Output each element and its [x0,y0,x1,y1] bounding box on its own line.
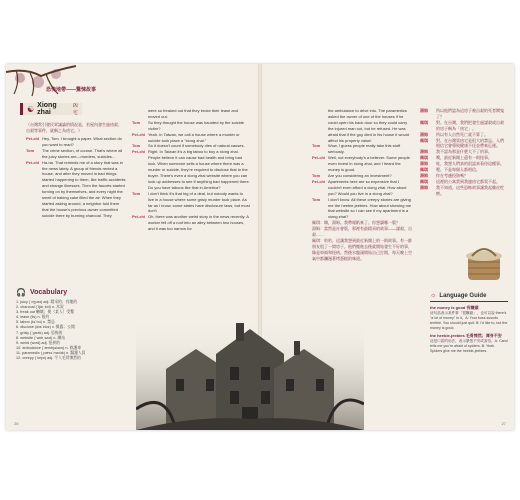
intro-note: （台灣常引發民眾議論的情況是，若屋內發生過凶殺、自殺等事件，就稱之為凶宅。） [26,122,122,133]
speaker-label: Pei-chi [26,159,40,165]
dialogue-text: Well, not everybody's a believer. Some people even invest in xiong zhai, and I heard the money is good. [328,155,410,173]
dialogue-text: So they thought the house was haunted by the suicide victim? [148,119,245,131]
dialogue-text: 所以他們認為這房子被自殺的死者鬧鬼了？ [436,108,504,119]
vocabulary-list [16,300,126,361]
dialogue-line [132,132,250,144]
vocabulary-item: 10. ambulance (`æmbjələns) n. 救護車 [16,345,81,350]
dialogue-text: 我不知道。這些恐怖故事讓我起雞皮疙瘩。 [436,184,504,196]
speaker-label [132,108,148,120]
dialogue-column-3 [312,108,412,262]
page-number-left: 26 [14,421,19,426]
dialogue-text: 所以有人自然死亡就不算了。 [436,131,488,137]
magazine-spread [6,64,514,430]
dialogue-line [132,120,250,132]
speaker-label: Tom [132,119,141,125]
speaker-label: 湯姆 [420,161,428,167]
dialogue-text: I don't know. All these creepy stories are giving me the heebie-jeebies. How about showing me that website so I can see if my apartment is a xiong zhai? [328,196,412,220]
dialogue-line [312,108,412,143]
vocabulary-item: 9. weird (wɪrd) adj. 怪異的 [16,340,60,345]
article-title [20,103,82,115]
speaker-label: 湯姆 [420,184,428,190]
dialogue-line [420,185,506,197]
speaker-label: 湯姆 [420,108,428,113]
language-guide [430,292,508,420]
dialogue-line [312,143,412,155]
translation-line: 佩琪：嗨，湯姆。我帶報紙來了。你想讀哪一版？ [312,220,400,226]
dialogue-line [420,108,506,120]
dialogue-line [26,160,126,219]
dialogue-text: Are you considering an investment? [328,172,392,178]
dialogue-line [312,155,412,173]
dialogue-text: 對。在台灣買凶宅是很大的禁忌。人們相信它會導致健康不佳並帶來厄運。 [436,137,504,149]
translation-column [420,108,506,197]
speaker-label: 湯姆 [420,149,428,155]
dialogue-text: Oh, there was another weird story in the news recently. A worker fell off a roof into an alley between two houses, and it was too narrow for [148,214,249,232]
speaker-label: Tom [26,147,35,153]
guide-body-2: 這是口語的用法，表示緊張不安或害怕。A: Carol tells me you're afraid of spiders. B: Yeah. Spiders give me the heebie-jeebies. [430,339,508,353]
dialogue-line [420,120,506,132]
title-text: Xiong zhai [37,102,57,116]
vocabulary-item: 1. juicy (`dʒusɪ) adj. 精采的；有趣的 [16,300,78,304]
speaker-label: Pei-chi [132,131,146,137]
dialogue-text: 哇，我想人們真的很認真看待這種事。 [436,161,504,167]
dialogue-text: Apartments here are so expensive that I couldn't even afford a xiong zhai. How about you? Would you live in a xiong zhai? [328,178,407,196]
speaker-label: 佩琪 [420,178,428,184]
section-header: 恐怖地帶——驚悚故事 [46,87,97,93]
dialogue-line [132,214,250,232]
haunted-mansion-illustration [136,319,364,430]
dialogue-text: 我不認為那是什麼大不了的事。 [436,149,492,155]
speaker-label [312,108,328,143]
vocabulary-item: 3. freak out 嚇壞；使（某人）受驚 [16,310,75,315]
speaker-label: Tom [312,172,321,178]
speaker-label: 佩琪 [420,119,428,125]
vocabulary-box [16,288,126,420]
guide-heading-1: the money is good 有賺頭 [430,305,479,310]
translation-line: 湯姆：當然是社會版，那裡有最精采的故事——謀殺、自殺…… [312,226,412,238]
title-zh: 凶宅 [72,103,78,116]
vocabulary-title: Vocabulary [29,289,68,296]
vocabulary-item: 12. creepy (`kripɪ) adj. 令人毛骨悚然的 [16,356,81,361]
speaker-label: 佩琪 [420,167,428,173]
dialogue-line [312,179,412,197]
speaker-label: Pei-chi [26,136,40,141]
dialogue-text: Right. In Taiwan it's a big taboo to buy a xiong zhai. People believe it can cause bad health and bring bad luck. When someone sells a house where there was a murder or suicide, they're required to disclose that to the buyer. There's even a xiong zhai website where you can look up addresses to see if anything bad happened there. Do you have taboos like that in America? [148,149,250,190]
dialogue-text: Hey, Tom. I brought a paper. What section do you want to read? [42,136,122,147]
speaker-label: Tom [132,143,141,149]
vocabulary-item: 7. grisly (`grɪzlɪ) adj. 恐怖的 [16,330,63,335]
speaker-label: 湯姆 [420,131,428,137]
dialogue-text: 這裡的公寓貴到我連凶宅都買不起。 [436,178,500,184]
headphones-icon: 🎧 [16,288,26,297]
dialogue-text: The crime section, of course. That's where all the juicy stories are—murders, suicides… [42,147,123,159]
translation-line: 佩琪：哈哈，這讓我想到最近新聞上的一則故事。有一群朋友租了一間房子，他們搬進去後就開始發生不好的事，像是車禍和怪病。然後水龍頭開始自己打開，每天晚上空氣中都瀰漫著烤蛋糕的味道。 [312,237,412,261]
dialogue-line [132,108,250,120]
speaker-label: Pei-chi [132,149,146,155]
dialogue-text: the ambulance to drive into. The paramedics asked the owner of one of the houses if he could open his back door so they could carry the injured man out, but he refused. He was afraid that if the guy died in his house it would affect his property value! [328,108,409,143]
vocabulary-item: 2. charcoal (`tʃɑr͵kol) n. 木炭 [16,305,64,310]
dialogue-text: 對。在台灣，我們把發生過謀殺或自殺的房子稱為「凶宅」。 [436,119,504,131]
guide-title: Language Guide [439,292,487,299]
speaker-label: Pei-chi [312,155,326,161]
vocabulary-item: 8. website (`wɛb͵saɪt) n. 網站 [16,335,66,340]
vocabulary-item: 6. disclose (dɪs`kloz) v. 揭露；公開 [16,325,75,330]
speaker-label: 佩琪 [420,155,428,161]
dialogue-line [420,138,506,150]
dialogue-line [132,149,250,190]
dialogue-text: So it doesn't count if somebody dies of natural causes. [148,143,245,149]
dialogue-line [26,148,126,160]
vocabulary-item: 11. paramedic (͵pærə`mɛdɪk) n. 醫護人員 [16,350,86,355]
globe-icon: ☼ [430,292,437,299]
dialogue-text: I don't think it's that big of a deal, but nobody wants to live in a house where some grisly murder took place. As far as I know, some states have disclosure laws, but most don't. [148,190,250,214]
dialogue-text: 嗯，不是每個人都相信。 [436,167,480,173]
page-number-right: 27 [501,421,506,426]
dialogue-line [132,191,250,215]
speaker-label: 湯姆 [420,172,428,178]
speaker-label: Tom [132,190,141,196]
vocabulary-item: 5. taboo (tə`bu) n. 禁忌 [16,320,55,325]
dialogue-text: Ha-ha. That reminds me of a story that was in the news lately. A group of friends rented a house, and after they moved in bad things started happening to them, like traffic accidents and strange illnesses. Then the faucets started turning on by themselves, and every night the smell of baking cake filled the air. When they started asking around, a neighbor told them that the house's previous owner committed suicide there by burning charcoal. They [42,159,126,218]
dialogue-text: Wow, I guess people really take this stuff seriously. [328,143,401,155]
guide-heading-2: the heebie-jeebies 毛骨悚然；渾身不安 [430,333,502,338]
speaker-label: Pei-chi [312,178,326,184]
speaker-label: Tom [312,196,321,202]
basket-illustration [462,244,506,284]
dialogue-text: Yeah. In Taiwan, we call a house where a murder or suicide took place a "xiong zhai." [148,131,240,143]
dialogue-text: were so freaked out that they broke their lease and moved out. [148,108,239,119]
speaker-label: Pei-chi [132,214,146,220]
dialogue-line [26,136,126,148]
dialogue-column-1 [26,136,126,219]
dialogue-text: 噢，最近新聞上還有一則怪事。 [436,155,492,161]
ghost-icon: ☯ [27,104,35,114]
dialogue-line [312,197,412,221]
speaker-label: Tom [312,143,321,149]
vocabulary-item: 4. lease (lis) n. 租約 [16,315,50,320]
dialogue-text: 你在考慮投資嗎？ [436,172,468,178]
guide-body-1: 這句話表示某件事「很賺錢」，也可以說 there's "a lot of money" in it。A: Your boss sounds terrible. You should just quit. B: I'd like to, but the money is good. [430,311,508,330]
dialogue-column-2 [132,108,250,232]
speaker-label: 佩琪 [420,137,428,143]
